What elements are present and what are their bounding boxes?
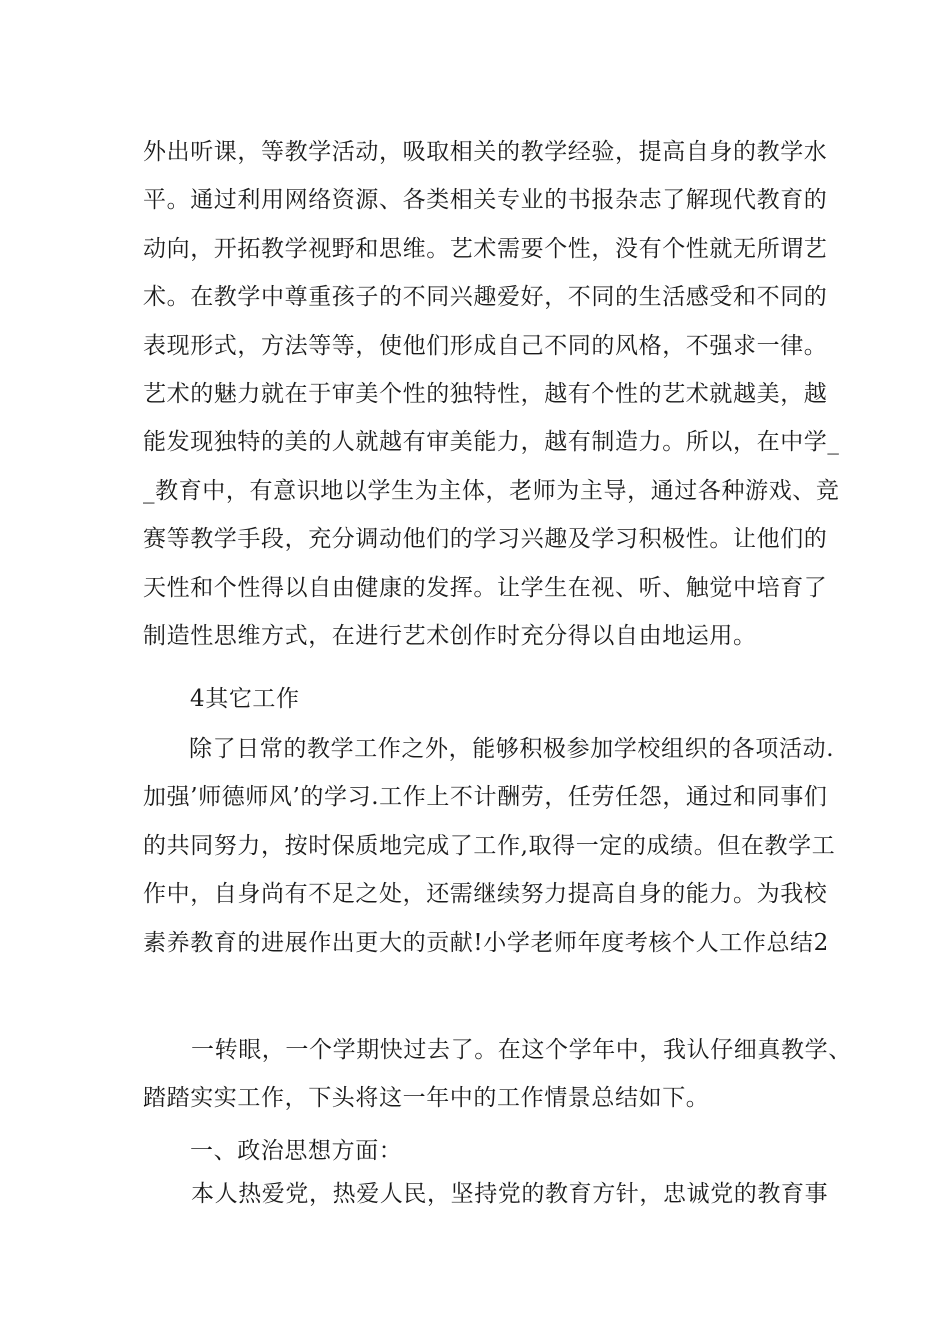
paragraph-line: 作中，自身尚有不足之处，还需继续努力提高自身的能力。为我校 (143, 881, 828, 908)
paragraph-line: 表现形式，方法等等，使他们形成自己不同的风格，不强求一律。 (143, 332, 828, 359)
paragraph-line: 术。在教学中尊重孩子的不同兴趣爱好，不同的生活感受和不同的 (143, 284, 828, 311)
paragraph-line: 动向，开拓教学视野和思维。艺术需要个性，没有个性就无所谓艺 (143, 235, 828, 262)
paragraph-line: 天性和个性得以自由健康的发挥。让学生在视、听、触觉中培育了 (143, 574, 828, 601)
paragraph-political-thought (143, 1170, 829, 1218)
paragraph-teaching-methods (143, 128, 840, 660)
section-heading-political-thought: 一、政治思想方面： (190, 1138, 403, 1164)
paragraph-line: 的共同努力，按时保质地完成了工作,取得一定的成绩。但在教学工 (143, 832, 836, 859)
paragraph-line: 赛等教学手段，充分调动他们的学习兴趣及学习积极性。让他们的 (143, 526, 828, 553)
paragraph-line: 能发现独特的美的人就越有审美能力，越有制造力。所以，在中学_ (143, 429, 840, 456)
paragraph-line: 踏踏实实工作，下头将这一年中的工作情景总结如下。 (143, 1085, 710, 1112)
paragraph-summary-intro (143, 1026, 852, 1123)
paragraph-line: 外出听课，等教学活动，吸取相关的教学经验，提高自身的教学水 (143, 139, 828, 165)
paragraph-other-work (143, 725, 836, 967)
paragraph-line: 加强’师德师风’的学习.工作上不计酬劳，任劳任怨，通过和同事们 (143, 784, 828, 811)
paragraph-line: _教育中，有意识地以学生为主体，老师为主导，通过各种游戏、竞 (143, 477, 840, 504)
paragraph-line: 一转眼，一个学期快过去了。在这个学年中，我认仔细真教学、 (191, 1037, 852, 1063)
paragraph-line: 除了日常的教学工作之外，能够积极参加学校组织的各项活动. (189, 736, 835, 762)
paragraph-line: 艺术的魅力就在于审美个性的独特性，越有个性的艺术就越美，越 (143, 380, 828, 407)
section-heading-other-work: 4其它工作 (190, 686, 300, 712)
paragraph-line: 本人热爱党，热爱人民，坚持党的教育方针，忠诚党的教育事 (191, 1181, 829, 1207)
paragraph-line: 平。通过利用网络资源、各类相关专业的书报杂志了解现代教育的 (143, 187, 828, 214)
paragraph-line: 素养教育的进展作出更大的贡献!小学老师年度考核个人工作总结2 (143, 929, 829, 956)
paragraph-line: 制造性思维方式，在进行艺术创作时充分得以自由地运用。 (143, 622, 757, 649)
